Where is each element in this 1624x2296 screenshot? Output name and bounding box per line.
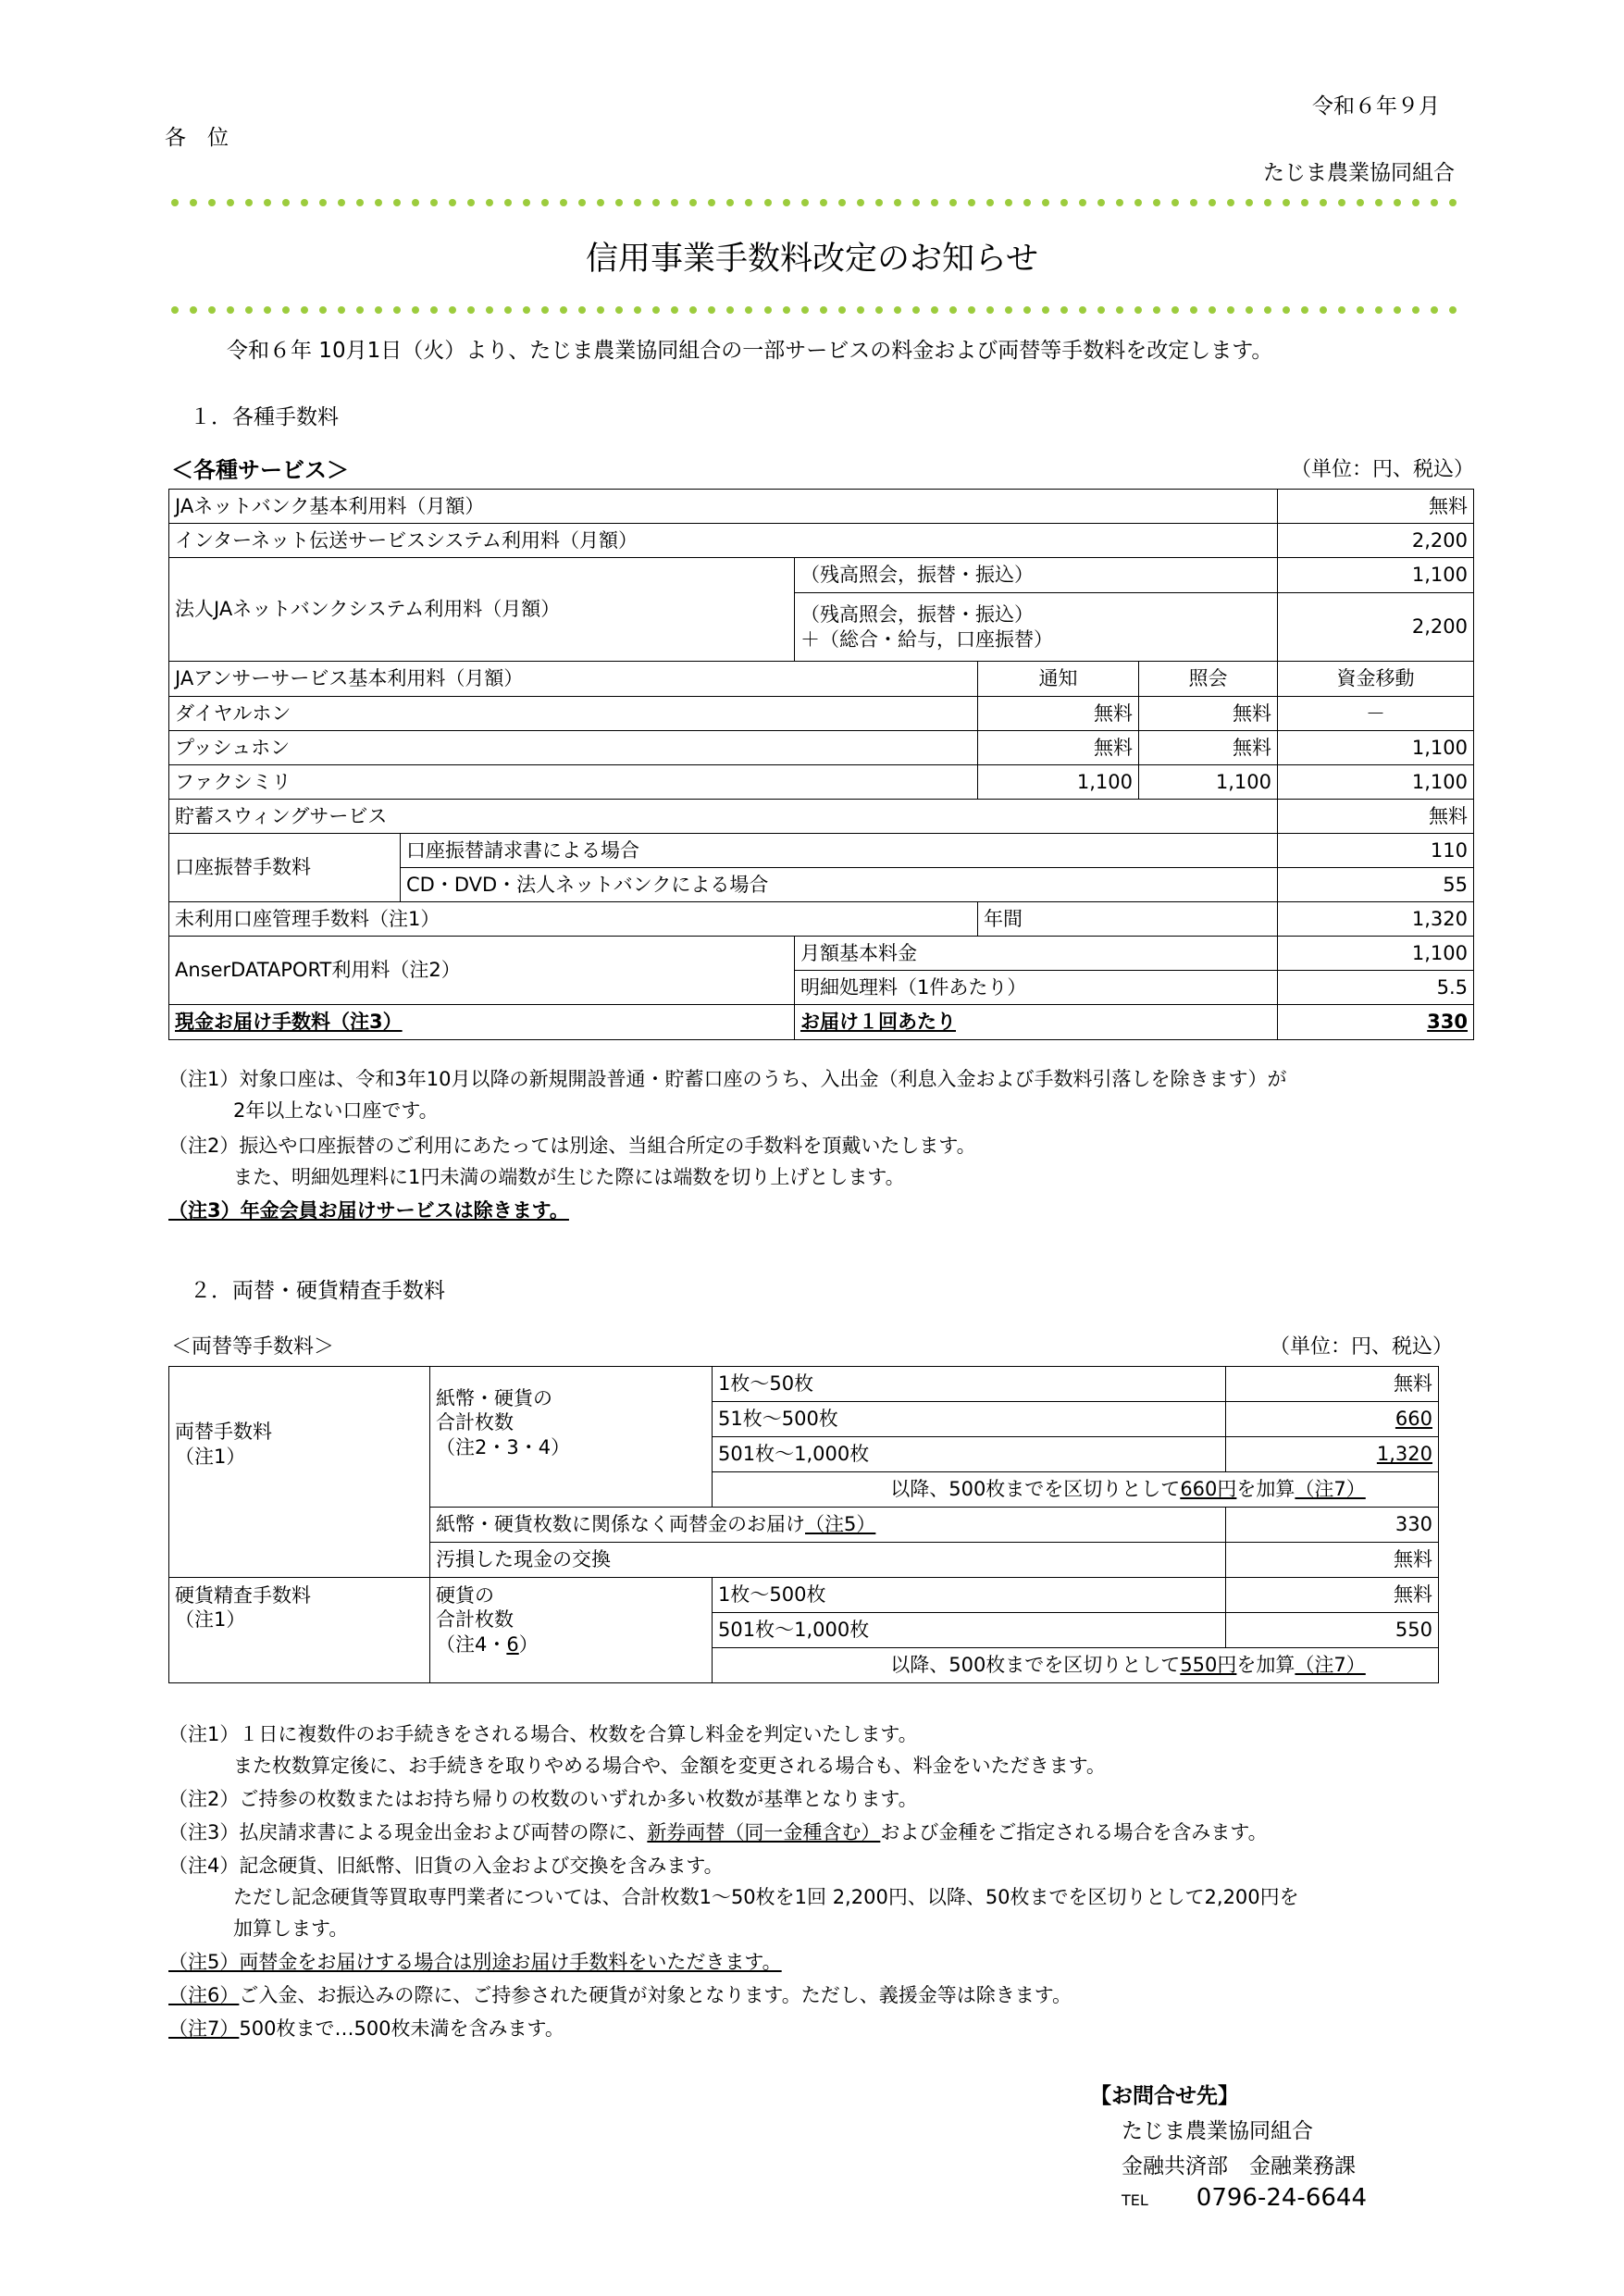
divider-dot bbox=[931, 199, 938, 206]
divider-dot bbox=[857, 199, 864, 206]
divider-dot bbox=[615, 306, 623, 314]
divider-dot bbox=[338, 199, 345, 206]
page-title: 信用事業手数料改定のお知らせ bbox=[586, 241, 1038, 278]
divider-dot bbox=[801, 306, 809, 314]
divider-dot bbox=[467, 306, 475, 314]
table-row bbox=[169, 524, 1474, 558]
divider-dot bbox=[1134, 306, 1142, 314]
row-sublabel-note: （注5） bbox=[805, 1513, 876, 1536]
row-value: 2,200 bbox=[1278, 524, 1474, 558]
section2-unit: （単位：円、税込） bbox=[1270, 1335, 1454, 1359]
row-sublabel: 年間 bbox=[978, 902, 1278, 937]
divider-dot bbox=[1190, 306, 1197, 314]
divider-dot bbox=[708, 306, 715, 314]
sender: たじま農業協同組合 bbox=[1263, 161, 1455, 185]
count-label-line: 合計枚数 bbox=[436, 1608, 514, 1632]
divider-dot bbox=[783, 199, 790, 206]
row-value: 330 bbox=[1278, 1005, 1474, 1040]
divider-dot bbox=[486, 199, 493, 206]
divider-dot bbox=[1172, 306, 1179, 314]
row-label: プッシュホン bbox=[169, 731, 978, 765]
ex-note-4-cont: ただし記念硬貨等買取専門業者については、合計枚数1～50枚を1回 2,200円、以降、50枚までを区切りとして2,200円を bbox=[233, 1886, 1299, 1908]
divider-dot bbox=[1134, 199, 1142, 206]
range-extra-text: を加算 bbox=[1236, 1478, 1295, 1501]
ex-note-2: （注2）ご持参の枚数またはお持ち帰りの枚数のいずれか多い枚数が基準となります。 bbox=[168, 1788, 918, 1810]
divider-dot bbox=[1246, 306, 1253, 314]
divider-dot bbox=[227, 199, 234, 206]
divider-dot bbox=[1264, 199, 1271, 206]
range-label: 51枚～500枚 bbox=[713, 1402, 1226, 1437]
divider-dot bbox=[356, 199, 364, 206]
divider-dot bbox=[208, 199, 216, 206]
divider-dot bbox=[1301, 306, 1308, 314]
divider-dot bbox=[319, 199, 327, 206]
divider-dot bbox=[912, 306, 920, 314]
count-label bbox=[430, 1367, 713, 1508]
divider-dot bbox=[986, 306, 994, 314]
divider-dot bbox=[523, 306, 530, 314]
divider-dot bbox=[171, 306, 179, 314]
row-value: 55 bbox=[1278, 868, 1474, 902]
row-label: JAアンサーサービス基本利用料（月額） bbox=[169, 662, 978, 697]
divider-dot bbox=[393, 199, 401, 206]
services-fee-table bbox=[168, 489, 1474, 1040]
table-row bbox=[169, 1005, 1474, 1040]
section1-unit: （単位：円、税込） bbox=[1291, 458, 1475, 481]
row-value: 無料 bbox=[978, 731, 1139, 765]
section1-heading: １．各種手数料 bbox=[190, 405, 339, 429]
row-label: 未利用口座管理手数料（注1） bbox=[169, 902, 978, 937]
row-sublabel: 明細処理料（1件あたり） bbox=[795, 971, 1278, 1005]
row-label-line: （注1） bbox=[175, 1445, 246, 1468]
range-extra-amount: 550円 bbox=[1180, 1654, 1237, 1677]
divider-dot bbox=[449, 306, 456, 314]
row-sublabel: CD・DVD・法人ネットバンクによる場合 bbox=[401, 868, 1278, 902]
divider-dot bbox=[375, 199, 382, 206]
range-extra-text: を加算 bbox=[1236, 1654, 1295, 1677]
table-row bbox=[169, 662, 1474, 697]
divider-dot bbox=[931, 306, 938, 314]
divider-dot bbox=[652, 199, 660, 206]
divider-dot bbox=[1227, 199, 1234, 206]
divider-dot bbox=[1357, 306, 1364, 314]
ex-note-3-emph: 新券両替（同一金種含む） bbox=[647, 1821, 881, 1843]
row-value: 無料 bbox=[1278, 800, 1474, 834]
row-value: 1,100 bbox=[1139, 765, 1278, 800]
divider-dot bbox=[894, 199, 901, 206]
divider-dot bbox=[1394, 199, 1401, 206]
divider-dot bbox=[1301, 199, 1308, 206]
row-label: 貯蓄スウィングサービス bbox=[169, 800, 1278, 834]
divider-dot bbox=[597, 199, 604, 206]
intro-text: 令和６年 10月1日（火）より、たじま農業協同組合の一部サービスの料金および両替等手数料を改定します。 bbox=[227, 339, 1273, 363]
divider-dot bbox=[912, 199, 920, 206]
contact-heading: 【お問合せ先】 bbox=[1090, 2084, 1239, 2108]
divider-dot bbox=[1338, 199, 1345, 206]
divider-dot bbox=[1227, 306, 1234, 314]
row-label: AnserDATAPORT利用料（注2） bbox=[169, 937, 795, 1005]
row-label-line: 硬貨精査手数料 bbox=[175, 1584, 311, 1607]
row-value: 2,200 bbox=[1278, 593, 1474, 662]
row-label: インターネット伝送サービスシステム利用料（月額） bbox=[169, 524, 1278, 558]
divider-dot bbox=[1153, 199, 1160, 206]
divider-dot bbox=[282, 306, 290, 314]
divider-dot bbox=[1283, 306, 1290, 314]
note-3: （注3）年金会員お届けサービスは除きます。 bbox=[168, 1199, 569, 1222]
count-label-line: 紙幣・硬貨の bbox=[436, 1387, 552, 1410]
divider-dot bbox=[968, 199, 975, 206]
row-sublabel-line: （残高照会，振替・振込） bbox=[800, 603, 1034, 627]
divider-dot bbox=[894, 306, 901, 314]
ex-note-7 bbox=[168, 2014, 564, 2042]
divider-dot bbox=[1079, 306, 1086, 314]
table-row bbox=[169, 490, 1474, 524]
divider-dot bbox=[412, 199, 419, 206]
divider-dot bbox=[1172, 199, 1179, 206]
ex-note-3-text: （注3）払戻請求書による現金出金および両替の際に、 bbox=[168, 1821, 648, 1843]
divider-dot bbox=[1431, 306, 1438, 314]
ex-note-4-cont2: 加算します。 bbox=[233, 1917, 349, 1940]
divider-dot bbox=[282, 199, 290, 206]
table-row bbox=[169, 558, 1474, 593]
contact-tel-number: 0796-24-6644 bbox=[1196, 2184, 1367, 2212]
divider-dot bbox=[689, 306, 697, 314]
divider-dot bbox=[652, 306, 660, 314]
divider-dot bbox=[412, 306, 419, 314]
row-sublabel: 口座振替請求書による場合 bbox=[401, 834, 1278, 868]
divider-dot bbox=[875, 306, 883, 314]
divider-dot bbox=[430, 306, 438, 314]
range-value: 1,320 bbox=[1226, 1437, 1439, 1472]
divider-dot bbox=[1023, 199, 1031, 206]
divider-dot bbox=[708, 199, 715, 206]
divider-dot bbox=[1060, 306, 1068, 314]
divider-dot bbox=[726, 306, 734, 314]
divider-dot bbox=[1209, 199, 1216, 206]
range-label: 501枚～1,000枚 bbox=[713, 1437, 1226, 1472]
divider-dot bbox=[745, 306, 752, 314]
table-row bbox=[169, 902, 1474, 937]
divider-dot bbox=[1449, 306, 1457, 314]
range-extra-text: 以降、500枚までを区切りとして bbox=[890, 1654, 1181, 1677]
table-row bbox=[169, 1578, 1439, 1613]
divider-dot bbox=[1190, 199, 1197, 206]
divider-dot bbox=[504, 199, 512, 206]
row-label-line: 両替手数料 bbox=[175, 1421, 272, 1444]
row-sublabel: 月額基本料金 bbox=[795, 937, 1278, 971]
row-value: 無料 bbox=[1139, 731, 1278, 765]
divider-dot bbox=[745, 199, 752, 206]
divider-dot bbox=[264, 199, 271, 206]
divider-dot bbox=[319, 306, 327, 314]
divider-dot bbox=[726, 199, 734, 206]
divider-dot bbox=[1283, 199, 1290, 206]
divider-dot bbox=[1394, 306, 1401, 314]
row-label bbox=[169, 1578, 430, 1683]
divider-dot bbox=[190, 306, 197, 314]
row-label bbox=[169, 1367, 430, 1578]
divider-dot bbox=[523, 199, 530, 206]
row-value: 1,100 bbox=[1278, 765, 1474, 800]
divider-dot bbox=[356, 306, 364, 314]
divider-dot bbox=[968, 306, 975, 314]
divider-dot bbox=[560, 306, 567, 314]
ex-note-3-text: および金種をご指定される場合を含みます。 bbox=[880, 1821, 1268, 1843]
exchange-fee-table bbox=[168, 1366, 1439, 1683]
row-label: 法人JAネットバンクシステム利用料（月額） bbox=[169, 558, 795, 662]
table-row bbox=[169, 765, 1474, 800]
row-sublabel-text: 紙幣・硬貨枚数に関係なく両替金のお届け bbox=[436, 1513, 805, 1536]
contact-org: たじま農業協同組合 bbox=[1122, 2119, 1313, 2143]
row-value: 330 bbox=[1226, 1508, 1439, 1543]
range-extra bbox=[713, 1472, 1439, 1508]
contact-dept: 金融共済部 金融業務課 bbox=[1122, 2154, 1356, 2178]
document-date: 令和６年９月 bbox=[1312, 94, 1440, 118]
col-header: 通知 bbox=[978, 662, 1139, 697]
range-label: 1枚～50枚 bbox=[713, 1367, 1226, 1402]
divider-dot bbox=[541, 306, 549, 314]
count-label-line: （注2・3・4） bbox=[436, 1435, 571, 1458]
divider-dot bbox=[820, 306, 827, 314]
range-value: 550 bbox=[1226, 1613, 1439, 1648]
count-label-line: 合計枚数 bbox=[436, 1411, 514, 1434]
table-row bbox=[169, 834, 1474, 868]
divider-dot bbox=[1209, 306, 1216, 314]
row-label-line: （注1） bbox=[175, 1608, 246, 1632]
divider-dot bbox=[838, 306, 846, 314]
divider-dot bbox=[449, 199, 456, 206]
dotted-divider-bottom bbox=[171, 304, 1457, 316]
divider-dot bbox=[1412, 306, 1419, 314]
divider-dot bbox=[1079, 199, 1086, 206]
divider-dot bbox=[504, 306, 512, 314]
section2-heading: ２．両替・硬貨精査手数料 bbox=[190, 1279, 445, 1303]
ex-note-7-text: 500枚まで…500枚未満を含みます。 bbox=[239, 2017, 564, 2040]
divider-dot bbox=[634, 199, 641, 206]
range-value: 無料 bbox=[1226, 1367, 1439, 1402]
ex-note-6-ref: （注6） bbox=[168, 1984, 240, 2006]
divider-dot bbox=[208, 306, 216, 314]
count-label-line: 硬貨の bbox=[436, 1584, 494, 1607]
divider-dot bbox=[1023, 306, 1031, 314]
divider-dot bbox=[820, 199, 827, 206]
note-1: （注1）対象口座は、令和3年10月以降の新規開設普通・貯蓄口座のうち、入出金（利息入金および手数料引落しを除きます）が bbox=[168, 1068, 1287, 1090]
table-row bbox=[169, 731, 1474, 765]
row-label: ダイヤルホン bbox=[169, 697, 978, 731]
table-row bbox=[169, 800, 1474, 834]
divider-dot bbox=[1060, 199, 1068, 206]
col-header: 資金移動 bbox=[1278, 662, 1474, 697]
row-value: 無料 bbox=[1139, 697, 1278, 731]
divider-dot bbox=[597, 306, 604, 314]
range-extra bbox=[713, 1648, 1439, 1683]
range-label: 1枚～500枚 bbox=[713, 1578, 1226, 1613]
divider-dot bbox=[875, 199, 883, 206]
range-extra-amount: 660円 bbox=[1180, 1478, 1237, 1501]
ex-note-6-text: ご入金、お振込みの際に、ご持参された硬貨が対象となります。ただし、義援金等は除きます。 bbox=[239, 1984, 1072, 2006]
divider-dot bbox=[615, 199, 623, 206]
divider-dot bbox=[578, 199, 586, 206]
note-2: （注2）振込や口座振替のご利用にあたっては別途、当組合所定の手数料を頂戴いたします。 bbox=[168, 1135, 976, 1157]
count-label bbox=[430, 1578, 713, 1683]
divider-dot bbox=[1431, 199, 1438, 206]
divider-dot bbox=[634, 306, 641, 314]
range-extra-note: （注7） bbox=[1295, 1654, 1366, 1677]
divider-dot bbox=[245, 199, 253, 206]
col-header: 照会 bbox=[1139, 662, 1278, 697]
divider-dot bbox=[1042, 199, 1049, 206]
ex-note-3 bbox=[168, 1818, 1268, 1845]
divider-dot bbox=[430, 199, 438, 206]
row-value: 無料 bbox=[978, 697, 1139, 731]
row-sublabel: お届け１回あたり bbox=[795, 1005, 1278, 1040]
divider-dot bbox=[1320, 306, 1327, 314]
divider-dot bbox=[1357, 199, 1364, 206]
divider-dot bbox=[301, 199, 308, 206]
row-value: 5.5 bbox=[1278, 971, 1474, 1005]
count-label-note-ref: 6 bbox=[506, 1632, 519, 1656]
divider-dot bbox=[264, 306, 271, 314]
ex-note-1-cont: また枚数算定後に、お手続きを取りやめる場合や、金額を変更される場合も、料金をいただきます。 bbox=[233, 1755, 1106, 1777]
divider-dot bbox=[1097, 306, 1105, 314]
divider-dot bbox=[764, 306, 772, 314]
divider-dot bbox=[783, 306, 790, 314]
ex-note-1: （注1）１日に複数件のお手続きをされる場合、枚数を合算し料金を判定いたします。 bbox=[168, 1723, 918, 1745]
count-label-note: （注4・ bbox=[436, 1632, 507, 1656]
row-value: － bbox=[1278, 697, 1474, 731]
ex-note-7-ref: （注7） bbox=[168, 2017, 240, 2040]
row-value: 無料 bbox=[1226, 1543, 1439, 1578]
row-sublabel: （残高照会，振替・振込） bbox=[795, 558, 1278, 593]
table-row bbox=[169, 937, 1474, 971]
divider-dot bbox=[671, 199, 678, 206]
ex-note-5: （注5）両替金をお届けする場合は別途お届け手数料をいただきます。 bbox=[168, 1951, 782, 1973]
divider-dot bbox=[541, 199, 549, 206]
count-label-note: ） bbox=[518, 1632, 539, 1656]
row-value: 1,100 bbox=[1278, 731, 1474, 765]
divider-dot bbox=[1246, 199, 1253, 206]
ex-note-6 bbox=[168, 1980, 1072, 2008]
divider-dot bbox=[245, 306, 253, 314]
divider-dot bbox=[1005, 306, 1012, 314]
section2-table-title: ＜両替等手数料＞ bbox=[171, 1335, 335, 1359]
addressee: 各 位 bbox=[165, 126, 229, 150]
row-value: 無料 bbox=[1278, 490, 1474, 524]
divider-dot bbox=[1116, 199, 1123, 206]
table-row bbox=[169, 1367, 1439, 1402]
row-value: 1,100 bbox=[978, 765, 1139, 800]
row-sublabel bbox=[430, 1508, 1226, 1543]
divider-dot bbox=[1097, 199, 1105, 206]
divider-dot bbox=[375, 306, 382, 314]
range-extra-note: （注7） bbox=[1295, 1478, 1366, 1501]
divider-dot bbox=[227, 306, 234, 314]
divider-dot bbox=[338, 306, 345, 314]
divider-dot bbox=[1375, 199, 1382, 206]
divider-dot bbox=[467, 199, 475, 206]
divider-dot bbox=[1042, 306, 1049, 314]
divider-dot bbox=[801, 199, 809, 206]
section1-table-title: ＜各種サービス＞ bbox=[171, 457, 349, 483]
range-value: 無料 bbox=[1226, 1578, 1439, 1613]
divider-dot bbox=[301, 306, 308, 314]
row-sublabel: 汚損した現金の交換 bbox=[430, 1543, 1226, 1578]
divider-dot bbox=[578, 306, 586, 314]
range-value: 660 bbox=[1226, 1402, 1439, 1437]
row-value: 110 bbox=[1278, 834, 1474, 868]
row-label: 口座振替手数料 bbox=[169, 834, 401, 902]
divider-dot bbox=[949, 199, 957, 206]
row-label: ファクシミリ bbox=[169, 765, 978, 800]
divider-dot bbox=[1320, 199, 1327, 206]
table-row bbox=[169, 697, 1474, 731]
row-sublabel-line: ＋（総合・給与，口座振替） bbox=[800, 627, 1053, 651]
divider-dot bbox=[560, 199, 567, 206]
row-label: JAネットバンク基本利用料（月額） bbox=[169, 490, 1278, 524]
divider-dot bbox=[486, 306, 493, 314]
note-1-cont: 2年以上ない口座です。 bbox=[233, 1099, 439, 1122]
divider-dot bbox=[1375, 306, 1382, 314]
divider-dot bbox=[986, 199, 994, 206]
row-value: 1,320 bbox=[1278, 902, 1474, 937]
divider-dot bbox=[1412, 199, 1419, 206]
divider-dot bbox=[1116, 306, 1123, 314]
note-2-cont: また、明細処理料に1円未満の端数が生じた際には端数を切り上げとします。 bbox=[233, 1166, 905, 1188]
range-extra-text: 以降、500枚までを区切りとして bbox=[890, 1478, 1181, 1501]
row-sublabel bbox=[795, 593, 1278, 662]
ex-note-4: （注4）記念硬貨、旧紙幣、旧貨の入金および交換を含みます。 bbox=[168, 1855, 724, 1877]
contact-tel bbox=[1122, 2184, 1367, 2212]
row-value: 1,100 bbox=[1278, 558, 1474, 593]
row-label: 現金お届け手数料（注3） bbox=[169, 1005, 795, 1040]
divider-dot bbox=[671, 306, 678, 314]
divider-dot bbox=[689, 199, 697, 206]
divider-dot bbox=[949, 306, 957, 314]
divider-dot bbox=[838, 199, 846, 206]
divider-dot bbox=[1153, 306, 1160, 314]
divider-dot bbox=[190, 199, 197, 206]
divider-dot bbox=[1005, 199, 1012, 206]
divider-dot bbox=[857, 306, 864, 314]
divider-dot bbox=[1338, 306, 1345, 314]
row-value: 1,100 bbox=[1278, 937, 1474, 971]
divider-dot bbox=[1264, 306, 1271, 314]
range-label: 501枚～1,000枚 bbox=[713, 1613, 1226, 1648]
divider-dot bbox=[171, 199, 179, 206]
dotted-divider-top bbox=[171, 196, 1457, 209]
divider-dot bbox=[393, 306, 401, 314]
divider-dot bbox=[764, 199, 772, 206]
divider-dot bbox=[1449, 199, 1457, 206]
count-label-line bbox=[436, 1632, 706, 1657]
contact-tel-label: TEL bbox=[1122, 2191, 1148, 2209]
